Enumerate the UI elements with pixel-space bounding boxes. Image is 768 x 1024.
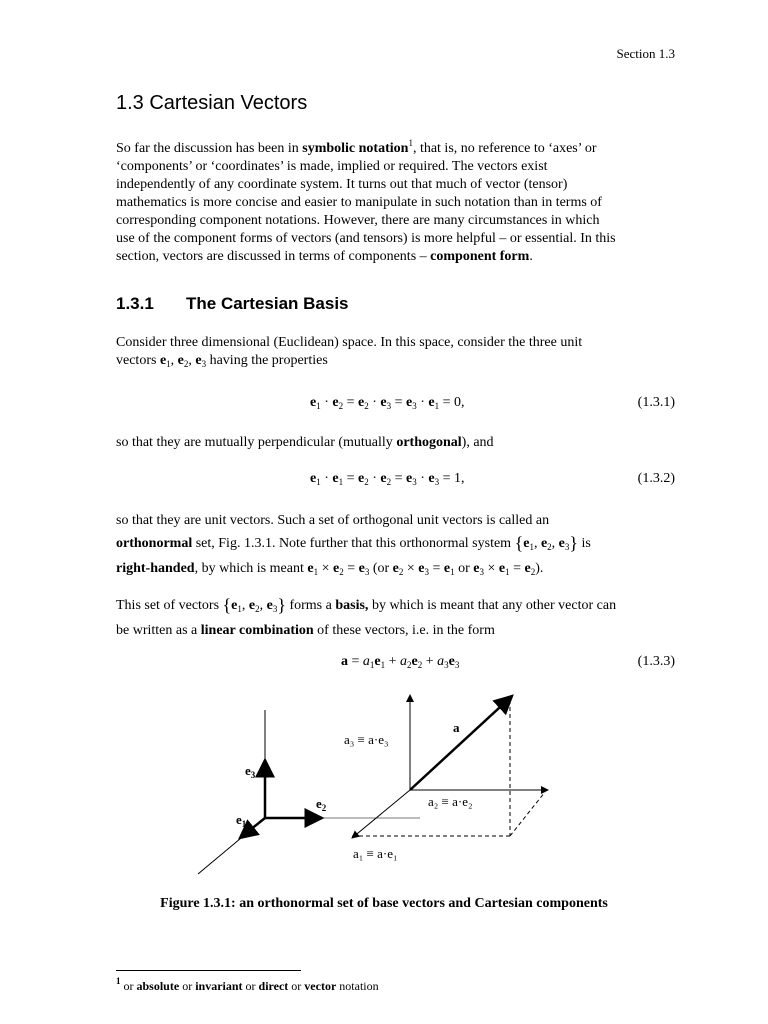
orthonormal-paragraph: so that they are unit vectors. Such a set of orthogonal unit vectors is called an orthonormal set, Fig. 1.3.1. Note further that this orthonormal system {$e_1$, $e_2$, $e_3$} is right-handed, by which is meant $e_1 \times e_2 = e_3$ (or $e_2 \times e_3 = e_1$ or $e_3 \times e_1 = e_2$). [116, 513, 591, 577]
label-a3: a₃ ≡ a·e₃ [344, 732, 389, 747]
equation-number: (1.3.2) [637, 471, 675, 486]
running-header: Section 1.3 [616, 46, 675, 61]
vector-a-arrow [410, 696, 512, 790]
label-a1: a₁ ≡ a·e₁ [353, 846, 398, 861]
orthogonal-paragraph: so that they are mutually perpendicular (mutually orthogonal), and [116, 435, 494, 450]
a1-component-line [352, 790, 410, 838]
intro-paragraph: So far the discussion has been in symbolic notation$^1$, that is, no reference to ‘axes’ or ‘components’ or ‘coordinates’ is made, implied or required. The vectors exist independently of any coordinate system. It turns out that much of vector (tensor) mathematics is more concise and easier to manipulate in such notation than in terms of corresponding component notations. However, there are many circumstances in which use of the component forms of vectors (and tensors) is more helpful – or essential. In this section, vectors are discussed in terms of components – component form. [116, 138, 616, 264]
label-e1: $e_1$ [236, 812, 247, 829]
equation-1-3-2: $e_1 \cdot e_1 = e_2 \cdot e_2 = e_3 \cdot e_3 = 1$, [310, 471, 465, 487]
footnote-rule [116, 970, 301, 971]
section-title: 1.3 Cartesian Vectors [116, 92, 308, 114]
basis-paragraph: Consider three dimensional (Euclidean) space. In this space, consider the three unit vectors $e_1$, $e_2$, $e_3$ having the properties [116, 335, 583, 369]
label-a2: a₂ ≡ a·e₂ [428, 794, 473, 809]
basis-definition-paragraph: This set of vectors {$e_1$, $e_2$, $e_3$} forms a basis, by which is meant that any other vector can be written as a linear combination of these vectors, i.e. in the form [116, 595, 617, 638]
label-a: a [453, 720, 460, 735]
equation-number: (1.3.3) [637, 654, 675, 669]
equation-1-3-1: $e_1 \cdot e_2 = e_2 \cdot e_3 = e_3 \cdot e_1 = 0$, [310, 395, 465, 411]
footnote-marker: 1 [408, 138, 413, 148]
label-e3: $e_3$ [245, 763, 256, 780]
figure-caption: Figure 1.3.1: an orthonormal set of base vectors and Cartesian components [160, 896, 608, 911]
label-e2: $e_2$ [316, 796, 327, 813]
equation-number: (1.3.1) [637, 395, 675, 410]
basis-vectors-figure [190, 690, 560, 880]
equation-1-3-3: $a = a_1e_1 + a_2e_2 + a_3e_3$ [341, 654, 460, 670]
footnote: $^1$ or absolute or invariant or direct or vector notation [116, 976, 379, 993]
subsection-heading: 1.3.1 The Cartesian Basis [116, 294, 349, 313]
